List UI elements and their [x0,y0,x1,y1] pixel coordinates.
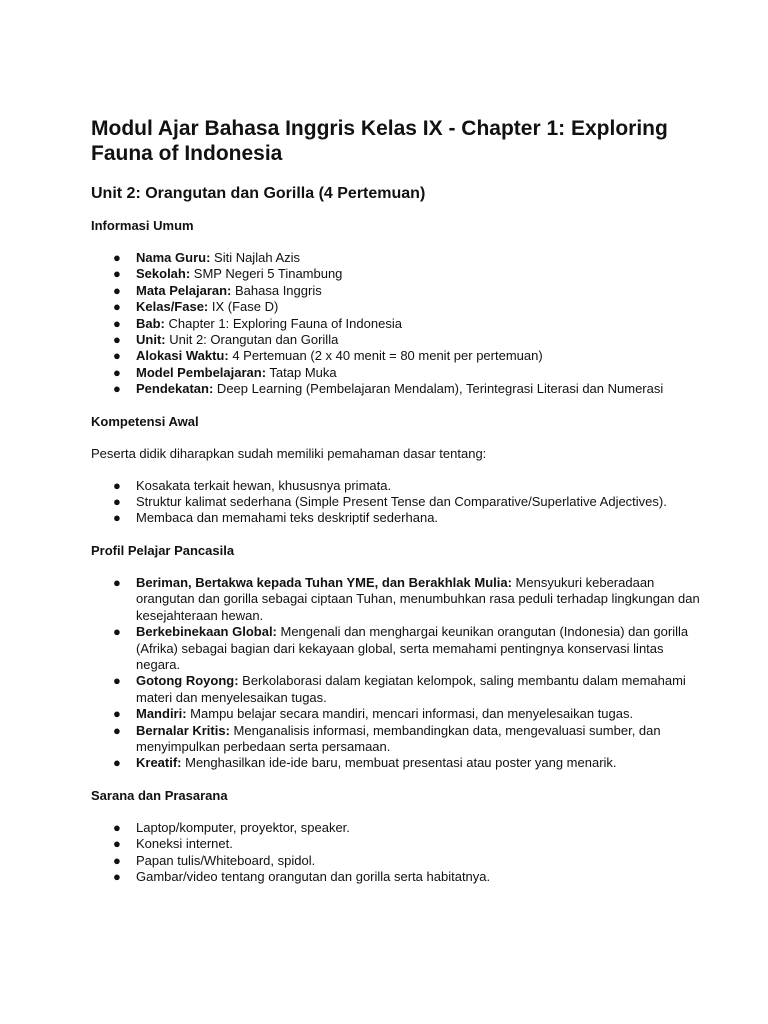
list-item [91,853,708,869]
unit-subtitle: Unit 2: Orangutan dan Gorilla (4 Pertemuan) [91,185,426,202]
section-heading-sarana: Sarana dan Prasarana [91,787,228,803]
list-item-text: Unit 2: Orangutan dan Gorilla [165,332,339,348]
bullet-icon: ● [113,868,121,884]
list-item-label: Bab: [136,315,165,331]
bullet-icon: ● [113,852,121,868]
list-item-label: Beriman, Bertakwa kepada Tuhan YME, dan Berakhlak Mulia: [136,574,512,590]
list-item [91,478,708,494]
list-item [91,494,708,510]
list-item [91,755,708,771]
list-item [91,283,708,299]
list-item-text: Membaca dan memahami teks deskriptif sederhana. [136,510,439,526]
list-item-label: Alokasi Waktu: [136,348,229,364]
list-item-text: Siti Najlah Azis [210,250,300,265]
list-item [91,510,708,526]
list-item-label: Berkebinekaan Global: [136,624,277,640]
list-item [91,316,708,332]
list-item-text: Mampu belajar secara mandiri, mencari informasi, dan menyelesaikan tugas. [186,706,634,722]
section-heading-profil-pelajar: Profil Pelajar Pancasila [91,542,235,558]
list-item [91,365,708,381]
list-item-text: Deep Learning (Pembelajaran Mendalam), Terintegrasi Literasi dan Numerasi [213,381,664,397]
list-item [91,381,708,397]
bullet-icon: ● [113,266,121,282]
list-item [91,706,708,722]
list-item-label: Mandiri: [136,706,187,722]
list-item-text: Mengenali dan menghargai keunikan orangutan (Indonesia) dan gorilla (Afrika) sebagai bagian dari kekayaan global, serta memahami pentingnya konservasi lintas negara. [136,624,689,672]
list-item-label: Kelas/Fase: [136,299,209,315]
bullet-icon: ● [113,673,121,689]
profil-pelajar-list [91,575,708,772]
list-item-text: Kosakata terkait hewan, khususnya primata. [136,477,392,493]
bullet-icon: ● [113,364,121,380]
list-item-label: Bernalar Kritis: [136,722,230,738]
list-item [91,250,708,266]
bullet-icon: ● [113,299,121,315]
section-heading-informasi-umum: Informasi Umum [91,218,194,233]
document-title: Modul Ajar Bahasa Inggris Kelas IX - Chapter 1: Exploring Fauna of Indonesia [91,117,668,165]
list-item [91,673,708,706]
bullet-icon: ● [113,381,121,397]
bullet-icon: ● [113,250,121,265]
bullet-icon: ● [113,332,121,348]
bullet-icon: ● [113,819,121,835]
bullet-icon: ● [113,722,121,738]
list-item-text: Laptop/komputer, proyektor, speaker. [136,819,350,835]
list-item-label: Model Pembelajaran: [136,364,267,380]
bullet-icon: ● [113,706,121,722]
bullet-icon: ● [113,348,121,364]
list-item-text: Chapter 1: Exploring Fauna of Indonesia [164,315,402,331]
list-item-text: IX (Fase D) [208,299,279,315]
kompetensi-awal-intro: Peserta didik diharapkan sudah memiliki pemahaman dasar tentang: [91,445,487,461]
sarana-list [91,820,708,886]
kompetensi-awal-list [91,478,708,527]
list-item [91,723,708,756]
bullet-icon: ● [113,755,121,771]
list-item-text: Berkolaborasi dalam kegiatan kelompok, saling membantu dalam memahami materi dan menyelesaikan tugas. [136,673,686,705]
list-item-label: Pendekatan: [136,381,214,397]
list-item-text: 4 Pertemuan (2 x 40 menit = 80 menit per pertemuan) [228,348,543,364]
list-item-text: Koneksi internet. [136,836,233,852]
list-item-text: Bahasa Inggris [231,282,322,298]
bullet-icon: ● [113,574,121,590]
list-item-text: SMP Negeri 5 Tinambung [190,266,343,282]
list-item-label: Nama Guru: [136,250,211,265]
list-item-label: Unit: [136,332,166,348]
list-item-text: Tatap Muka [266,364,337,380]
list-item-text: Menganalisis informasi, membandingkan data, mengevaluasi sumber, dan menyimpulkan perbedaan serta persamaan. [136,722,661,754]
list-item [91,820,708,836]
list-item-text: Mensyukuri keberadaan orangutan dan gorilla sebagai ciptaan Tuhan, menumbuhkan rasa peduli terhadap lingkungan dan kesejahteraan hewan. [136,574,700,623]
list-item [91,624,708,673]
list-item-label: Gotong Royong: [136,673,239,689]
bullet-icon: ● [113,510,121,526]
list-item [91,575,708,624]
bullet-icon: ● [113,836,121,852]
list-item [91,348,708,364]
bullet-icon: ● [113,494,121,510]
informasi-umum-list [91,250,708,398]
list-item-text: Menghasilkan ide-ide baru, membuat presentasi atau poster yang menarik. [181,755,617,771]
list-item-label: Kreatif: [136,755,182,771]
list-item [91,299,708,315]
list-item-label: Mata Pelajaran: [136,282,232,298]
bullet-icon: ● [113,477,121,493]
bullet-icon: ● [113,282,121,298]
bullet-icon: ● [113,624,121,640]
list-item-label: Sekolah: [136,266,191,282]
list-item [91,869,708,885]
bullet-icon: ● [113,315,121,331]
list-item [91,266,708,282]
list-item [91,836,708,852]
list-item-text: Struktur kalimat sederhana (Simple Present Tense dan Comparative/Superlative Adjectives). [136,494,667,510]
section-heading-kompetensi-awal: Kompetensi Awal [91,413,199,429]
list-item-text: Gambar/video tentang orangutan dan gorilla serta habitatnya. [136,868,491,884]
list-item [91,332,708,348]
list-item-text: Papan tulis/Whiteboard, spidol. [136,852,316,868]
